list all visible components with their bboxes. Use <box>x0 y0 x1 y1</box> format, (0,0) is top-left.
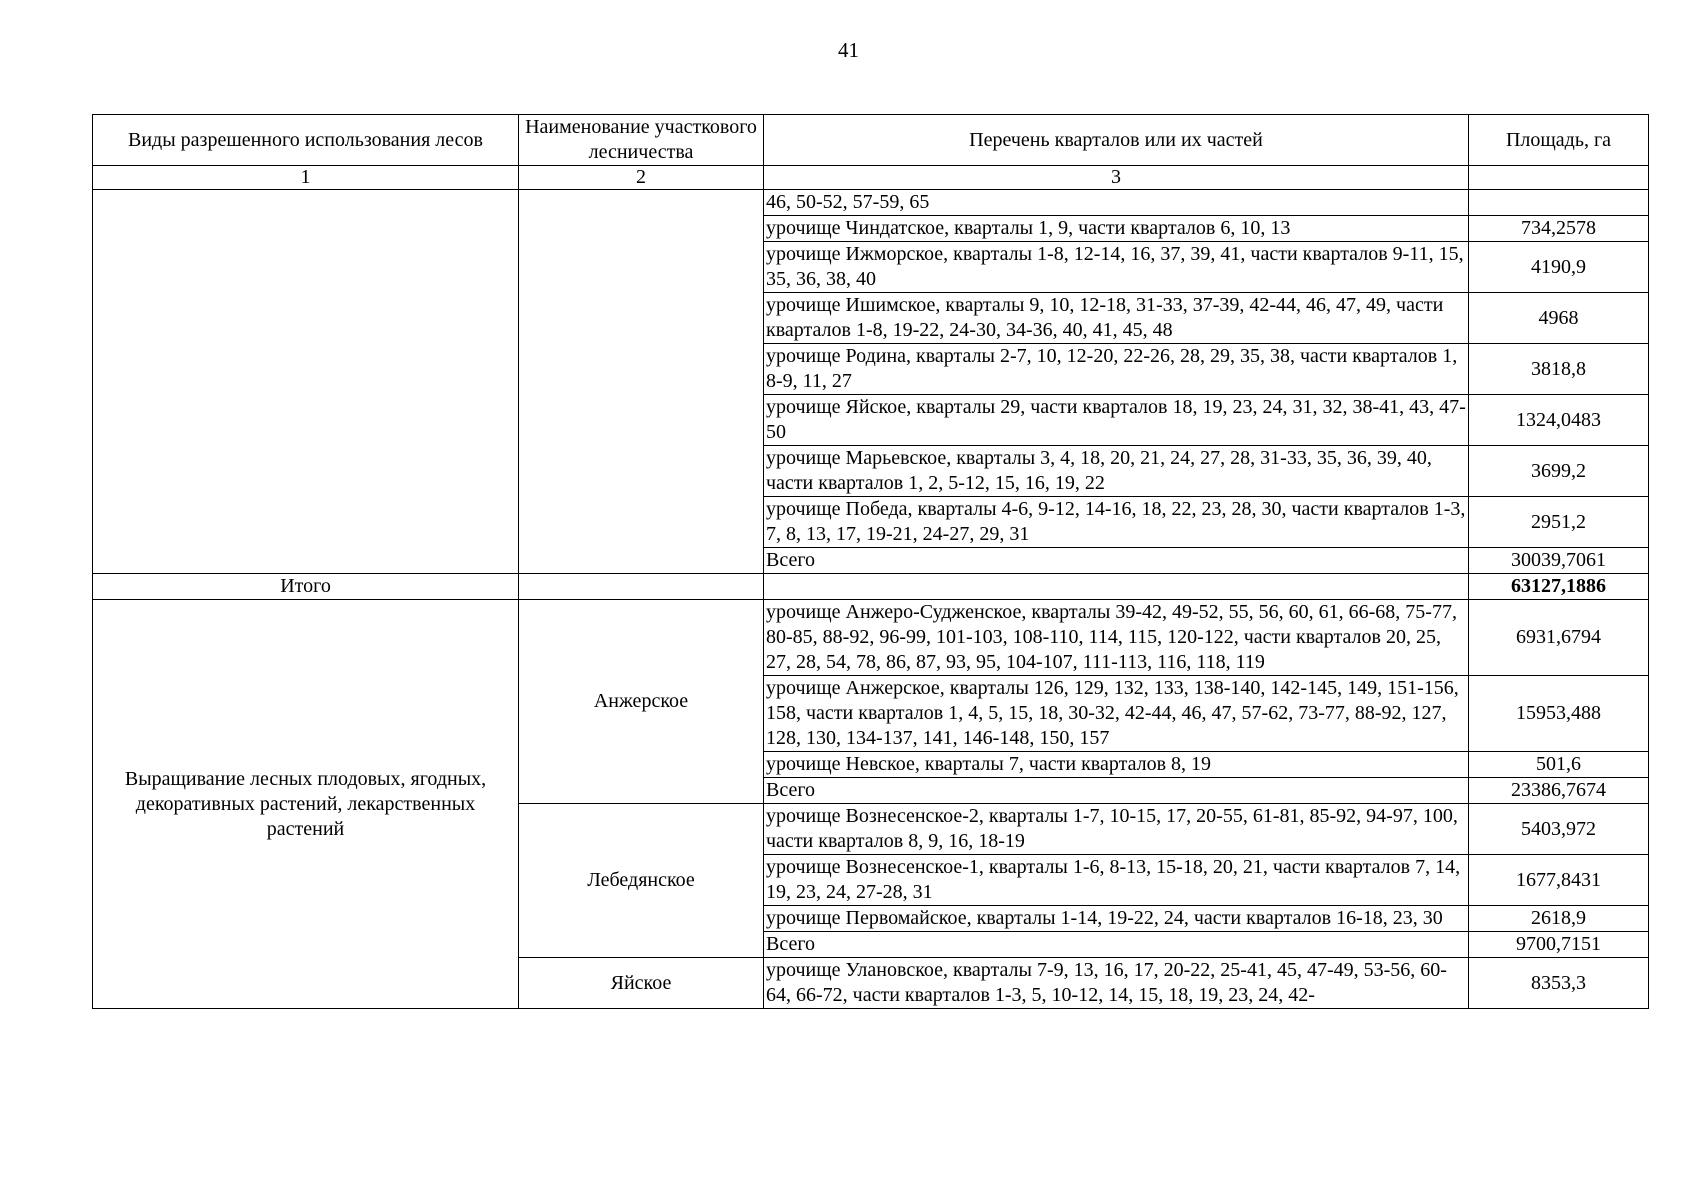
column-number-row <box>93 166 1649 190</box>
area-cell: 15953,488 <box>1469 676 1649 752</box>
total-row <box>93 574 1649 600</box>
quarters-list-cell: урочище Марьевское, кварталы 3, 4, 18, 20, 21, 24, 27, 28, 31-33, 35, 36, 39, 40, части кварталов 1, 2, 5-12, 15, 16, 19, 22 <box>764 446 1469 497</box>
quarters-list-cell: урочище Ижморское, кварталы 1-8, 12-14, 16, 37, 39, 41, части кварталов 9-11, 15, 35, 36, 38, 40 <box>764 242 1469 293</box>
area-cell: 3699,2 <box>1469 446 1649 497</box>
area-cell: 1324,0483 <box>1469 395 1649 446</box>
quarters-list-cell: урочище Анжерское, кварталы 126, 129, 132, 133, 138-140, 142-145, 149, 151-156, 158, части кварталов 1, 4, 5, 15, 18, 30-32, 42-44, 46, 47, 57-62, 73-77, 88-92, 127, 128, 130, 134-137, 141, 146-148, 150, 157 <box>764 676 1469 752</box>
empty-cell <box>519 574 764 600</box>
area-cell: 4190,9 <box>1469 242 1649 293</box>
forestry-cell <box>519 190 764 574</box>
area-cell: 2951,2 <box>1469 497 1649 548</box>
quarters-list-cell: урочище Победа, кварталы 4-6, 9-12, 14-16, 18, 22, 23, 28, 30, части кварталов 1-3, 7, 8, 13, 17, 19-21, 24-27, 29, 31 <box>764 497 1469 548</box>
quarters-list-cell: урочище Вознесенское-2, кварталы 1-7, 10-15, 17, 20-55, 61-81, 85-92, 94-97, 100, части кварталов 8, 9, 16, 18-19 <box>764 804 1469 855</box>
area-cell: 8353,3 <box>1469 958 1649 1009</box>
empty-cell <box>764 574 1469 600</box>
total-label: Итого <box>93 574 519 600</box>
subtotal-area: 30039,7061 <box>1469 548 1649 574</box>
subtotal-label: Всего <box>764 932 1469 958</box>
use-type-cell: Выращивание лесных плодовых, ягодных, декоративных растений, лекарственных растений <box>93 600 519 1009</box>
quarters-list-cell: урочище Улановское, кварталы 7-9, 13, 16, 17, 20-22, 25-41, 45, 47-49, 53-56, 60-64, 66-72, части кварталов 1-3, 5, 10-12, 14, 15, 18, 19, 23, 24, 42- <box>764 958 1469 1009</box>
subtotal-area: 9700,7151 <box>1469 932 1649 958</box>
subtotal-label: Всего <box>764 778 1469 804</box>
area-cell: 6931,6794 <box>1469 600 1649 676</box>
area-cell: 501,6 <box>1469 752 1649 778</box>
quarters-list-cell: урочище Невское, кварталы 7, части кварталов 8, 19 <box>764 752 1469 778</box>
column-number <box>1469 166 1649 190</box>
table-row <box>93 190 1649 216</box>
header-area: Площадь, га <box>1469 115 1649 166</box>
use-type-cell <box>93 190 519 574</box>
table-header-row <box>93 115 1649 166</box>
area-cell: 3818,8 <box>1469 344 1649 395</box>
column-number: 2 <box>519 166 764 190</box>
quarters-list-cell: урочище Ишимское, кварталы 9, 10, 12-18, 31-33, 37-39, 42-44, 46, 47, 49, части кварталов 1-8, 19-22, 24-30, 34-36, 40, 41, 45, 48 <box>764 293 1469 344</box>
header-quarters-list: Перечень кварталов или их частей <box>764 115 1469 166</box>
forestry-name-lebedyanskoe: Лебедянское <box>519 804 764 958</box>
area-cell <box>1469 190 1649 216</box>
quarters-list-cell: урочище Родина, кварталы 2-7, 10, 12-20, 22-26, 28, 29, 35, 38, части кварталов 1, 8-9, 11, 27 <box>764 344 1469 395</box>
column-number: 1 <box>93 166 519 190</box>
area-cell: 2618,9 <box>1469 906 1649 932</box>
area-cell: 4968 <box>1469 293 1649 344</box>
forestry-name-anzherskoe: Анжерское <box>519 600 764 804</box>
total-area: 63127,1886 <box>1469 574 1649 600</box>
quarters-list-cell: урочище Анжеро-Судженское, кварталы 39-42, 49-52, 55, 56, 60, 61, 66-68, 75-77, 80-85, 88-92, 96-99, 101-103, 108-110, 114, 115, 120-122, части кварталов 20, 25, 27, 28, 54, 78, 86, 87, 93, 95, 104-107, 111-113, 116, 118, 119 <box>764 600 1469 676</box>
quarters-list-cell: урочище Чиндатское, кварталы 1, 9, части кварталов 6, 10, 13 <box>764 216 1469 242</box>
quarters-list-cell: урочище Первомайское, кварталы 1-14, 19-22, 24, части кварталов 16-18, 23, 30 <box>764 906 1469 932</box>
table-row <box>93 600 1649 676</box>
area-cell: 734,2578 <box>1469 216 1649 242</box>
quarters-list-cell: урочище Вознесенское-1, кварталы 1-6, 8-13, 15-18, 20, 21, части кварталов 7, 14, 19, 23, 24, 27-28, 31 <box>764 855 1469 906</box>
header-forestry-name: Наименование участкового лесничества <box>519 115 764 166</box>
forest-use-table <box>92 114 1649 1009</box>
forestry-name-yayskoe: Яйское <box>519 958 764 1009</box>
column-number: 3 <box>764 166 1469 190</box>
subtotal-label: Всего <box>764 548 1469 574</box>
header-use-type: Виды разрешенного использования лесов <box>93 115 519 166</box>
page-number: 41 <box>838 38 859 62</box>
area-cell: 5403,972 <box>1469 804 1649 855</box>
subtotal-area: 23386,7674 <box>1469 778 1649 804</box>
area-cell: 1677,8431 <box>1469 855 1649 906</box>
quarters-list-cell: урочище Яйское, кварталы 29, части кварталов 18, 19, 23, 24, 31, 32, 38-41, 43, 47-50 <box>764 395 1469 446</box>
quarters-list-cell: 46, 50-52, 57-59, 65 <box>764 190 1469 216</box>
